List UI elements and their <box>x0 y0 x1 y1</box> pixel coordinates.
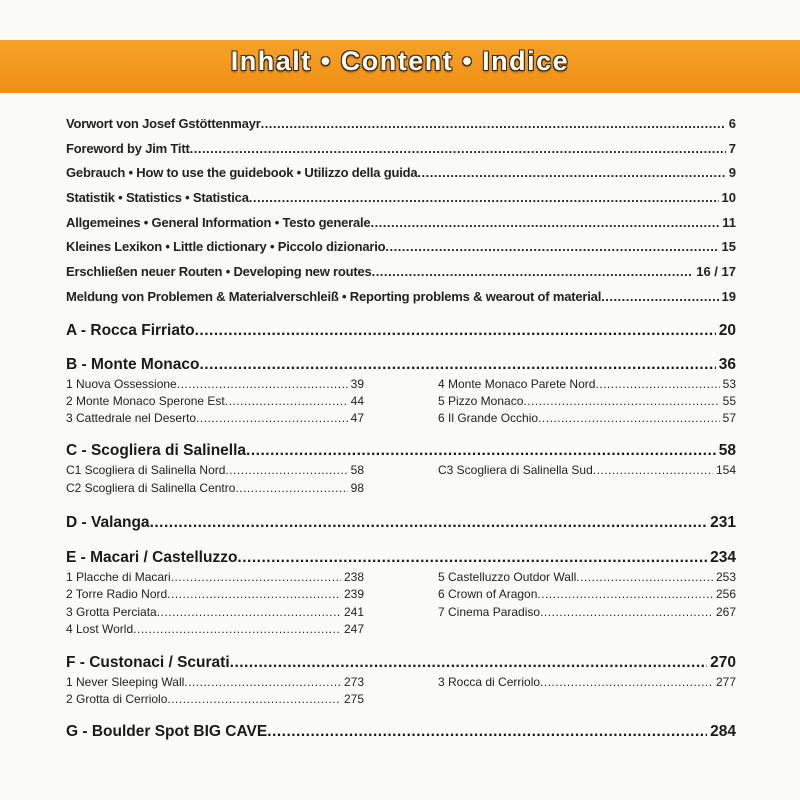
entry-label: Statistik • Statistics • Statistica <box>66 190 249 206</box>
subsection-entry[interactable] <box>66 586 364 603</box>
dot-leader <box>190 137 726 162</box>
page-number: 238 <box>343 569 364 584</box>
dot-leader <box>417 161 725 186</box>
page-number: 247 <box>343 621 364 636</box>
dot-leader <box>195 320 716 342</box>
intro-entry[interactable] <box>66 161 736 186</box>
intro-list <box>66 112 736 310</box>
page-number: 253 <box>715 569 736 584</box>
dot-leader <box>540 604 713 621</box>
dot-leader <box>523 393 719 410</box>
entry-label: 3 Rocca di Cerriolo <box>438 675 541 690</box>
subsection-entry[interactable] <box>438 393 736 410</box>
dot-leader <box>235 480 347 497</box>
page-number: 9 <box>728 165 736 181</box>
page-number: 277 <box>715 675 736 690</box>
section-gap <box>66 310 736 320</box>
subsection-column-right <box>438 674 736 709</box>
entry-label: F - Custonaci / Scurati <box>66 654 230 672</box>
page-number: 270 <box>710 654 736 672</box>
subsection-columns <box>66 569 736 638</box>
subsection-entry[interactable] <box>438 674 736 691</box>
dot-leader <box>167 586 341 603</box>
intro-entry[interactable] <box>66 186 736 211</box>
entry-label: Foreword by Jim Titt <box>66 140 190 156</box>
page-number: 39 <box>350 376 364 391</box>
section-heading[interactable] <box>66 721 736 743</box>
dot-leader <box>171 569 341 586</box>
section <box>66 354 736 428</box>
dot-leader <box>385 235 718 260</box>
entry-label: 5 Castelluzzo Outdor Wall <box>438 569 577 584</box>
subsection-column-left <box>66 462 364 497</box>
page-number: 231 <box>710 513 736 531</box>
page-number: 239 <box>343 587 364 602</box>
page-number: 154 <box>715 463 736 478</box>
subsection-column-left <box>66 376 364 428</box>
intro-entry[interactable] <box>66 235 736 260</box>
dot-leader <box>538 410 720 427</box>
entry-label: 2 Torre Radio Nord <box>66 587 168 602</box>
subsection-entry[interactable] <box>66 393 364 410</box>
subsection-entry[interactable] <box>66 480 364 497</box>
page-number: 15 <box>721 239 736 255</box>
subsection-columns <box>66 462 736 497</box>
subsection-entry[interactable] <box>66 410 364 427</box>
entry-label: Vorwort von Josef Gstöttenmayr <box>66 116 261 131</box>
section-gap <box>66 342 736 354</box>
page-number: 234 <box>710 548 736 566</box>
section-gap <box>66 427 736 440</box>
subsection-entry[interactable] <box>66 674 364 691</box>
subsection-column-right <box>438 376 736 428</box>
page-number: 36 <box>718 355 736 373</box>
entry-label: 2 Monte Monaco Sperone Est <box>66 393 225 408</box>
page-number: 58 <box>350 463 364 478</box>
page-number: 19 <box>721 288 736 304</box>
section-gap <box>66 534 736 547</box>
subsection-entry[interactable] <box>66 604 364 621</box>
dot-leader <box>196 410 348 427</box>
entry-label: A - Rocca Firriato <box>66 321 195 339</box>
subsection-entry[interactable] <box>66 462 364 479</box>
entry-label: 4 Lost World <box>66 621 134 636</box>
entry-label: C1 Scogliera di Salinella Nord <box>66 463 226 478</box>
entry-label: G - Boulder Spot BIG CAVE <box>66 722 268 740</box>
section-gap <box>66 709 736 721</box>
page-number: 7 <box>728 140 736 156</box>
entry-label: Gebrauch • How to use the guidebook • Utilizzo della guida <box>66 165 418 181</box>
subsection-entry[interactable] <box>66 691 364 708</box>
page-number: 241 <box>343 604 364 619</box>
section <box>66 512 736 534</box>
page-number: 57 <box>722 411 736 426</box>
page-number: 47 <box>350 411 364 426</box>
section-heading[interactable] <box>66 547 736 569</box>
table-of-contents <box>66 112 736 743</box>
entry-label: E - Macari / Castelluzzo <box>66 548 238 566</box>
entry-label: 6 Il Grande Occhio <box>438 411 539 426</box>
entry-label: 1 Never Sleeping Wall <box>66 675 185 690</box>
dot-leader <box>246 440 716 462</box>
page-number: 6 <box>728 116 736 131</box>
section <box>66 652 736 709</box>
page-number: 55 <box>722 393 736 408</box>
dot-leader <box>133 621 341 638</box>
entry-label: Allgemeines • General Information • Testo generale <box>66 214 371 230</box>
entry-label: 6 Crown of Aragon <box>438 587 538 602</box>
page-number: 284 <box>710 722 736 740</box>
subsection-column-left <box>66 569 364 638</box>
entry-label: D - Valanga <box>66 513 150 531</box>
section-heading[interactable] <box>66 320 736 342</box>
intro-entry[interactable] <box>66 211 736 236</box>
dot-leader <box>249 186 719 211</box>
section-heading[interactable] <box>66 354 736 376</box>
entry-label: C3 Scogliera di Salinella Sud <box>438 463 593 478</box>
entry-label: Kleines Lexikon • Little dictionary • Piccolo dizionario <box>66 239 386 255</box>
subsection-column-right <box>438 462 736 497</box>
section-heading[interactable] <box>66 512 736 534</box>
page-title: Inhalt • Content • Indice <box>230 46 570 76</box>
dot-leader <box>177 376 348 393</box>
dot-leader <box>225 393 348 410</box>
section-heading[interactable] <box>66 440 736 462</box>
entry-label: 4 Monte Monaco Parete Nord <box>438 376 596 391</box>
page-number: 256 <box>715 587 736 602</box>
dot-leader <box>184 674 341 691</box>
dot-leader <box>593 462 713 479</box>
dot-leader <box>576 569 713 586</box>
dot-leader <box>225 462 347 479</box>
section <box>66 547 736 638</box>
page-number: 53 <box>722 376 736 391</box>
entry-label: C2 Scogliera di Salinella Centro <box>66 480 236 495</box>
subsection-entry[interactable] <box>66 569 364 586</box>
subsection-entry[interactable] <box>438 410 736 427</box>
sections-list <box>66 310 736 743</box>
entry-label: Meldung von Problemen & Materialverschleiß • Reporting problems & wearout of material <box>66 288 602 304</box>
entry-label: 1 Nuova Ossessione <box>66 376 177 391</box>
page-number: 58 <box>718 442 736 460</box>
dot-leader <box>537 586 713 603</box>
dot-leader <box>370 211 719 236</box>
page-number: 273 <box>343 675 364 690</box>
subsection-entry[interactable] <box>438 586 736 603</box>
intro-entry[interactable] <box>66 112 736 137</box>
entry-label: 1 Placche di Macari <box>66 569 171 584</box>
dot-leader <box>372 260 694 285</box>
page-number: 20 <box>718 321 736 339</box>
entry-label: 7 Cinema Paradiso <box>438 604 541 619</box>
section <box>66 440 736 497</box>
page-number: 44 <box>350 393 364 408</box>
subsection-column-left <box>66 674 364 709</box>
section-gap <box>66 638 736 652</box>
subsection-entry[interactable] <box>438 462 736 479</box>
entry-label: 5 Pizzo Monaco <box>438 393 524 408</box>
dot-leader <box>540 674 713 691</box>
subsection-entry[interactable] <box>438 604 736 621</box>
page-number: 16 / 17 <box>696 264 736 280</box>
intro-entry[interactable] <box>66 260 736 285</box>
section-gap <box>66 497 736 512</box>
dot-leader <box>157 604 341 621</box>
section-heading[interactable] <box>66 652 736 674</box>
subsection-columns <box>66 376 736 428</box>
subsection-entry[interactable] <box>66 621 364 638</box>
dot-leader <box>601 285 718 310</box>
section <box>66 320 736 342</box>
subsection-column-right <box>438 569 736 638</box>
dot-leader <box>267 721 707 743</box>
subsection-entry[interactable] <box>438 569 736 586</box>
page-number: 267 <box>715 604 736 619</box>
page-number: 11 <box>722 214 736 230</box>
subsection-entry[interactable] <box>438 376 736 393</box>
subsection-columns <box>66 674 736 709</box>
entry-label: 2 Grotta di Cerriolo <box>66 692 168 707</box>
dot-leader <box>237 547 707 569</box>
entry-label: 3 Grotta Perciata <box>66 604 157 619</box>
page-number: 98 <box>350 480 364 495</box>
dot-leader <box>261 112 726 137</box>
dot-leader <box>595 376 719 393</box>
dot-leader <box>230 652 707 674</box>
entry-label: 3 Cattedrale nel Deserto <box>66 411 197 426</box>
entry-label: C - Scogliera di Salinella <box>66 442 247 460</box>
entry-label: B - Monte Monaco <box>66 355 200 373</box>
dot-leader <box>199 354 715 376</box>
entry-label: Erschließen neuer Routen • Developing new routes <box>66 264 372 280</box>
intro-entry[interactable] <box>66 285 736 310</box>
dot-leader <box>150 512 708 534</box>
subsection-entry[interactable] <box>66 376 364 393</box>
dot-leader <box>167 691 341 708</box>
section <box>66 721 736 743</box>
intro-entry[interactable] <box>66 137 736 162</box>
page-number: 10 <box>721 190 736 206</box>
page-number: 275 <box>343 692 364 707</box>
